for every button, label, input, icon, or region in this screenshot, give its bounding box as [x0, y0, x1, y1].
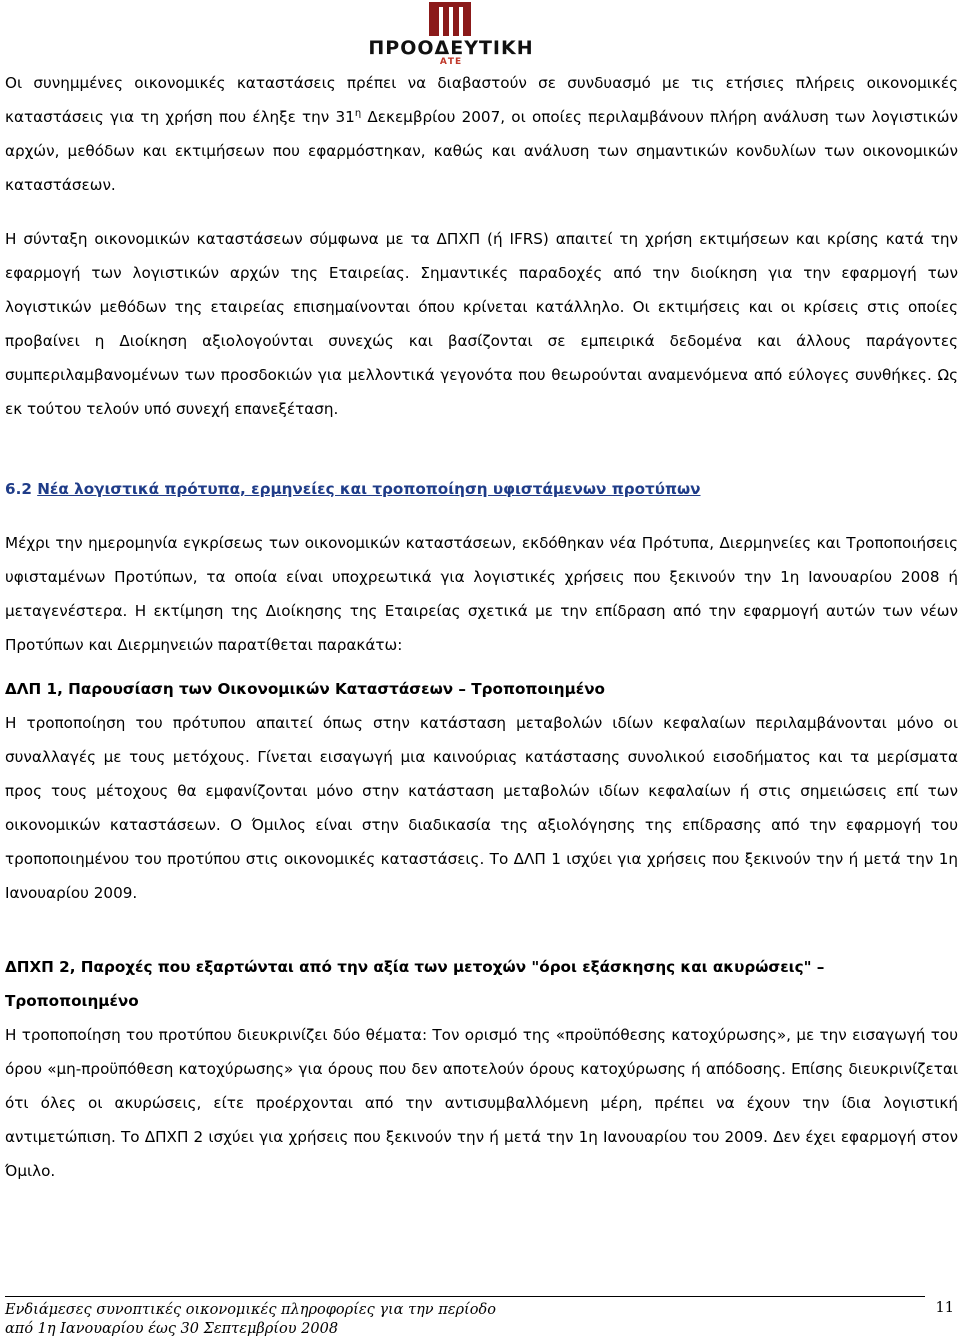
document-body	[5, 60, 958, 1188]
company-logo	[340, 2, 562, 66]
page-number: 11	[935, 1300, 954, 1316]
footer-line-2: από 1η Ιανουαρίου έως 30 Σεπτεμβρίου 2008	[5, 1321, 339, 1337]
logo-name: ΠΡΟΟΔΕΥΤΙΚΗ	[368, 37, 534, 59]
section-title: Νέα λογιστικά πρότυπα, ερμηνείες και τροποποίηση υφιστάμενων προτύπων	[37, 480, 701, 498]
section-number: 6.2	[5, 480, 32, 498]
footer-text	[5, 1301, 496, 1339]
subheading-ias1: ΔΛΠ 1, Παρουσίαση των Οικονομικών Καταστάσεων – Τροποποιημένο	[5, 680, 605, 698]
subheading-ifrs2: ΔΠΧΠ 2, Παροχές που εξαρτώνται από την αξία των μετοχών "όροι εξάσκησης και ακυρώσεις" – Τροποποιημένο	[5, 958, 825, 1010]
paragraph-intro: Οι συνημμένες οικονομικές καταστάσεις πρέπει να διαβαστούν σε συνδυασμό με τις ετήσιες πλήρεις οικονομικές καταστάσεις για τη χρήση που έληξε την $31^\eta$ Δεκεμβρίου 2007, οι οποίες περιλαμβάνουν πλήρη ανάλυση των λογιστικών αρχών, μεθόδων και εκτιμήσεων που εφαρμόστηκαν, καθώς και ανάλυση των σημαντικών κονδυλίων των οικονομικών καταστάσεων.	[5, 74, 958, 194]
footer-line-1: Ενδιάμεσες συνοπτικές οικονομικές πληροφορίες για την περίοδο	[5, 1302, 496, 1318]
footer-divider	[5, 1296, 925, 1297]
paragraph-ias1: Η τροποποίηση του πρότυπου απαιτεί όπως στην κατάσταση μεταβολών ιδίων κεφαλαίων περιλαμβάνονται μόνο οι συναλλαγές με τους μετόχους. Γίνεται εισαγωγή μια καινούριας κατάστασης συνολικού εισοδήματος και τα μερίσματα προς τους μέτοχους θα εμφανίζονται μόνο στην κατάσταση μεταβολών ιδίων κεφαλαίων ή στις σημειώσεις επί των οικονομικών καταστάσεων. Ο Όμιλος είναι στην διαδικασία της αξιολόγησης της επίδρασης από την εφαρμογή του τροποποιημένου του προτύπου στις οικονομικές καταστάσεις. Το ΔΛΠ 1 ισχύει για χρήσεις που ξεκινούν την ή μετά την 1η Ιανουαρίου 2009.	[5, 714, 958, 902]
paragraph-new-standards: Μέχρι την ημερομηνία εγκρίσεως των οικονομικών καταστάσεων, εκδόθηκαν νέα Πρότυπα, Διερμηνείες και Τροποποιήσεις υφισταμένων Προτύπων, τα οποία είναι υποχρεωτικά για λογιστικές χρήσεις που ξεκινούν την 1η Ιανουαρίου 2008 ή μεταγενέστερα. Η εκτίμηση της Διοίκησης της Εταιρείας σχετικά με την επίδραση από την εφαρμογή αυτών των νέων Προτύπων και Διερμηνειών παρατίθεται παρακάτω:	[5, 534, 958, 654]
logo-subtitle: ΑΤΕ	[439, 57, 463, 67]
paragraph-estimates: Η σύνταξη οικονομικών καταστάσεων σύμφωνα με τα ΔΠΧΠ (ή IFRS) απαιτεί τη χρήση εκτιμήσεων και κρίσης κατά την εφαρμογή των λογιστικών αρχών της Εταιρείας. Σημαντικές παραδοχές από την διοίκηση για την εφαρμογή των λογιστικών μεθόδων της εταιρείας επισημαίνονται όπου κρίνεται κατάλληλο. Οι εκτιμήσεις και οι κρίσεις στις οποίες προβαίνει η Διοίκηση αξιολογούνται συνεχώς και βασίζονται σε εμπειρικά δεδομένα και άλλους παράγοντες συμπεριλαμβανομένων των προσδοκιών για μελλοντικά γεγονότα που θεωρούνται αναμενόμενα από εύλογες συνθήκες. Ως εκ τούτου τελούν υπό συνεχή επανεξέταση.	[5, 230, 958, 418]
logo-mark-icon	[429, 2, 471, 36]
section-heading	[5, 472, 958, 506]
paragraph-ifrs2: Η τροποποίηση του προτύπου διευκρινίζει δύο θέματα: Τον ορισμό της «προϋπόθεσης κατοχύρωσης», με την εισαγωγή του όρου «μη-προϋπόθεση κατοχύρωσης» για όρους που δεν αποτελούν όρους κατοχύρωσης ή απόδοσης. Επίσης διευκρινίζεται ότι όλες οι ακυρώσεις, είτε προέρχονται από την αντισυμβαλλόμενη μέρη, πρέπει να έχουν την ίδια λογιστική αντιμετώπιση. Το ΔΠΧΠ 2 ισχύει για χρήσεις που ξεκινούν την ή μετά την 1η Ιανουαρίου του 2009. Δεν έχει εφαρμογή στον Όμιλο.	[5, 1026, 958, 1180]
